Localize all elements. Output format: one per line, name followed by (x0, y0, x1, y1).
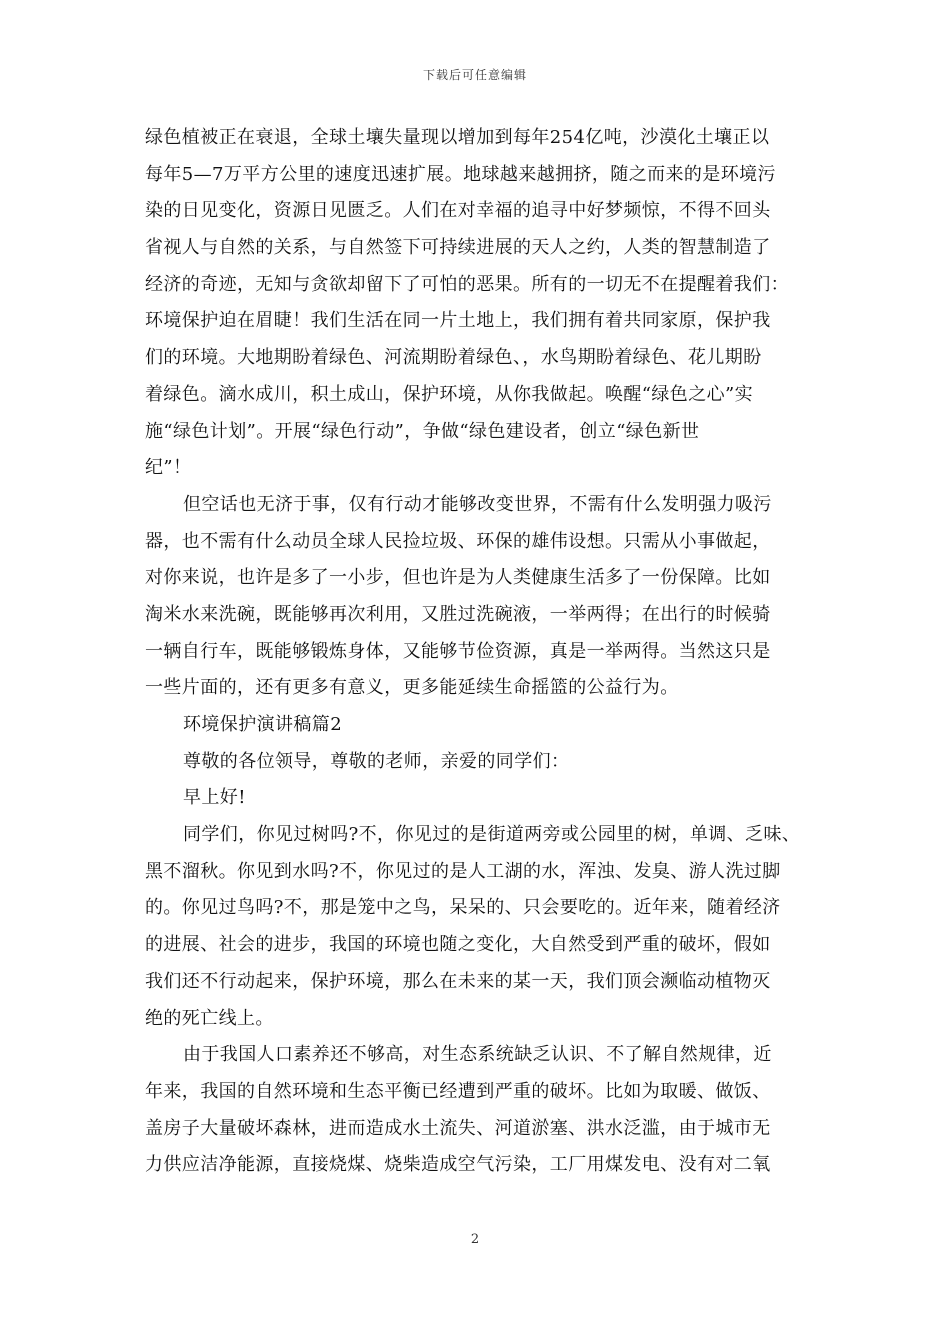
text-line: 同学们，你见过树吗?不，你见过的是街道两旁或公园里的树，单调、乏味、 (183, 824, 801, 846)
text-line: 省视人与自然的关系，与自然签下可持续进展的天人之约，人类的智慧制造了 (145, 237, 771, 259)
text-line: 的。你见过鸟吗?不，那是笼中之鸟，呆呆的、只会要吃的。近年来，随着经济 (145, 897, 781, 919)
text-line: 早上好! (183, 787, 246, 809)
text-line: 染的日见变化，资源日见匮乏。人们在对幸福的追寻中好梦频惊，不得不回头 (145, 200, 771, 222)
text-line: 经济的奇迹，无知与贪欲却留下了可怕的恶果。所有的一切无不在提醒着我们： (145, 273, 789, 295)
document-body (145, 120, 810, 1184)
paragraph (145, 120, 810, 487)
text-line: 纪”！ (145, 457, 192, 479)
paragraph (145, 744, 810, 781)
text-line: 一辆自行车，既能够锻炼身体，又能够节俭资源，真是一举两得。当然这只是 (145, 640, 771, 662)
text-line: 力供应洁净能源，直接烧煤、烧柴造成空气污染，工厂用煤发电、没有对二氧 (145, 1154, 771, 1176)
paragraph (145, 487, 810, 707)
text-line: 由于我国人口素养还不够高，对生态系统缺乏认识、不了解自然规律，近 (183, 1044, 772, 1066)
page-number: 2 (470, 1232, 480, 1247)
paragraph (145, 780, 810, 817)
page-header-note: 下载后可任意编辑 (422, 68, 527, 82)
text-line: 但空话也无济于事，仅有行动才能够改变世界，不需有什么发明强力吸污 (183, 493, 772, 515)
text-line: 对你来说，也许是多了一小步，但也许是为人类健康生活多了一份保障。比如 (145, 567, 771, 589)
text-line: 黑不溜秋。你见到水吗?不，你见过的是人工湖的水，浑浊、发臭、游人洗过脚 (145, 860, 781, 882)
text-line: 施“绿色计划”。开展“绿色行动”，争做“绿色建设者，创立“绿色新世 (145, 420, 700, 442)
text-line: 尊敬的各位领导，尊敬的老师，亲爱的同学们： (183, 750, 570, 772)
text-line: 绿色植被正在衰退，全球土壤失量现以增加到每年254亿吨，沙漠化土壤正以 (145, 127, 770, 148)
text-line: 绝的死亡线上。 (145, 1007, 274, 1029)
text-line: 环境保护演讲稿篇2 (183, 714, 343, 735)
text-line: 环境保护迫在眉睫！我们生活在同一片土地上，我们拥有着共同家原，保护我 (145, 310, 771, 332)
text-line: 淘米水来洗碗，既能够再次利用，又胜过洗碗液，一举两得；在出行的时候骑 (145, 603, 771, 625)
text-line: 着绿色。滴水成川，积土成山，保护环境，从你我做起。唤醒“绿色之心”实 (145, 383, 754, 405)
paragraph (145, 1037, 810, 1184)
paragraph (145, 707, 810, 744)
text-line: 我们还不行动起来，保护环境，那么在未来的某一天，我们顶会濒临动植物灭 (145, 970, 771, 992)
text-line: 年来，我国的自然环境和生态平衡已经遭到严重的破坏。比如为取暖、做饭、 (145, 1080, 771, 1102)
text-line: 的进展、社会的进步，我国的环境也随之变化，大自然受到严重的破坏，假如 (145, 934, 771, 956)
text-line: 盖房子大量破坏森林，进而造成水土流失、河道淤塞、洪水泛滥，由于城市无 (145, 1117, 771, 1139)
text-line: 器，也不需有什么动员全球人民捡垃圾、环保的雄伟设想。只需从小事做起， (145, 530, 771, 552)
text-line: 每年5—7万平方公里的速度迅速扩展。地球越来越拥挤，随之而来的是环境污 (145, 163, 776, 185)
paragraph (145, 817, 810, 1037)
text-line: 一些片面的，还有更多有意义，更多能延续生命摇篮的公益行为。 (145, 677, 679, 699)
text-line: 们的环境。大地期盼着绿色、河流期盼着绿色、，水鸟期盼着绿色、花儿期盼 (145, 347, 762, 369)
